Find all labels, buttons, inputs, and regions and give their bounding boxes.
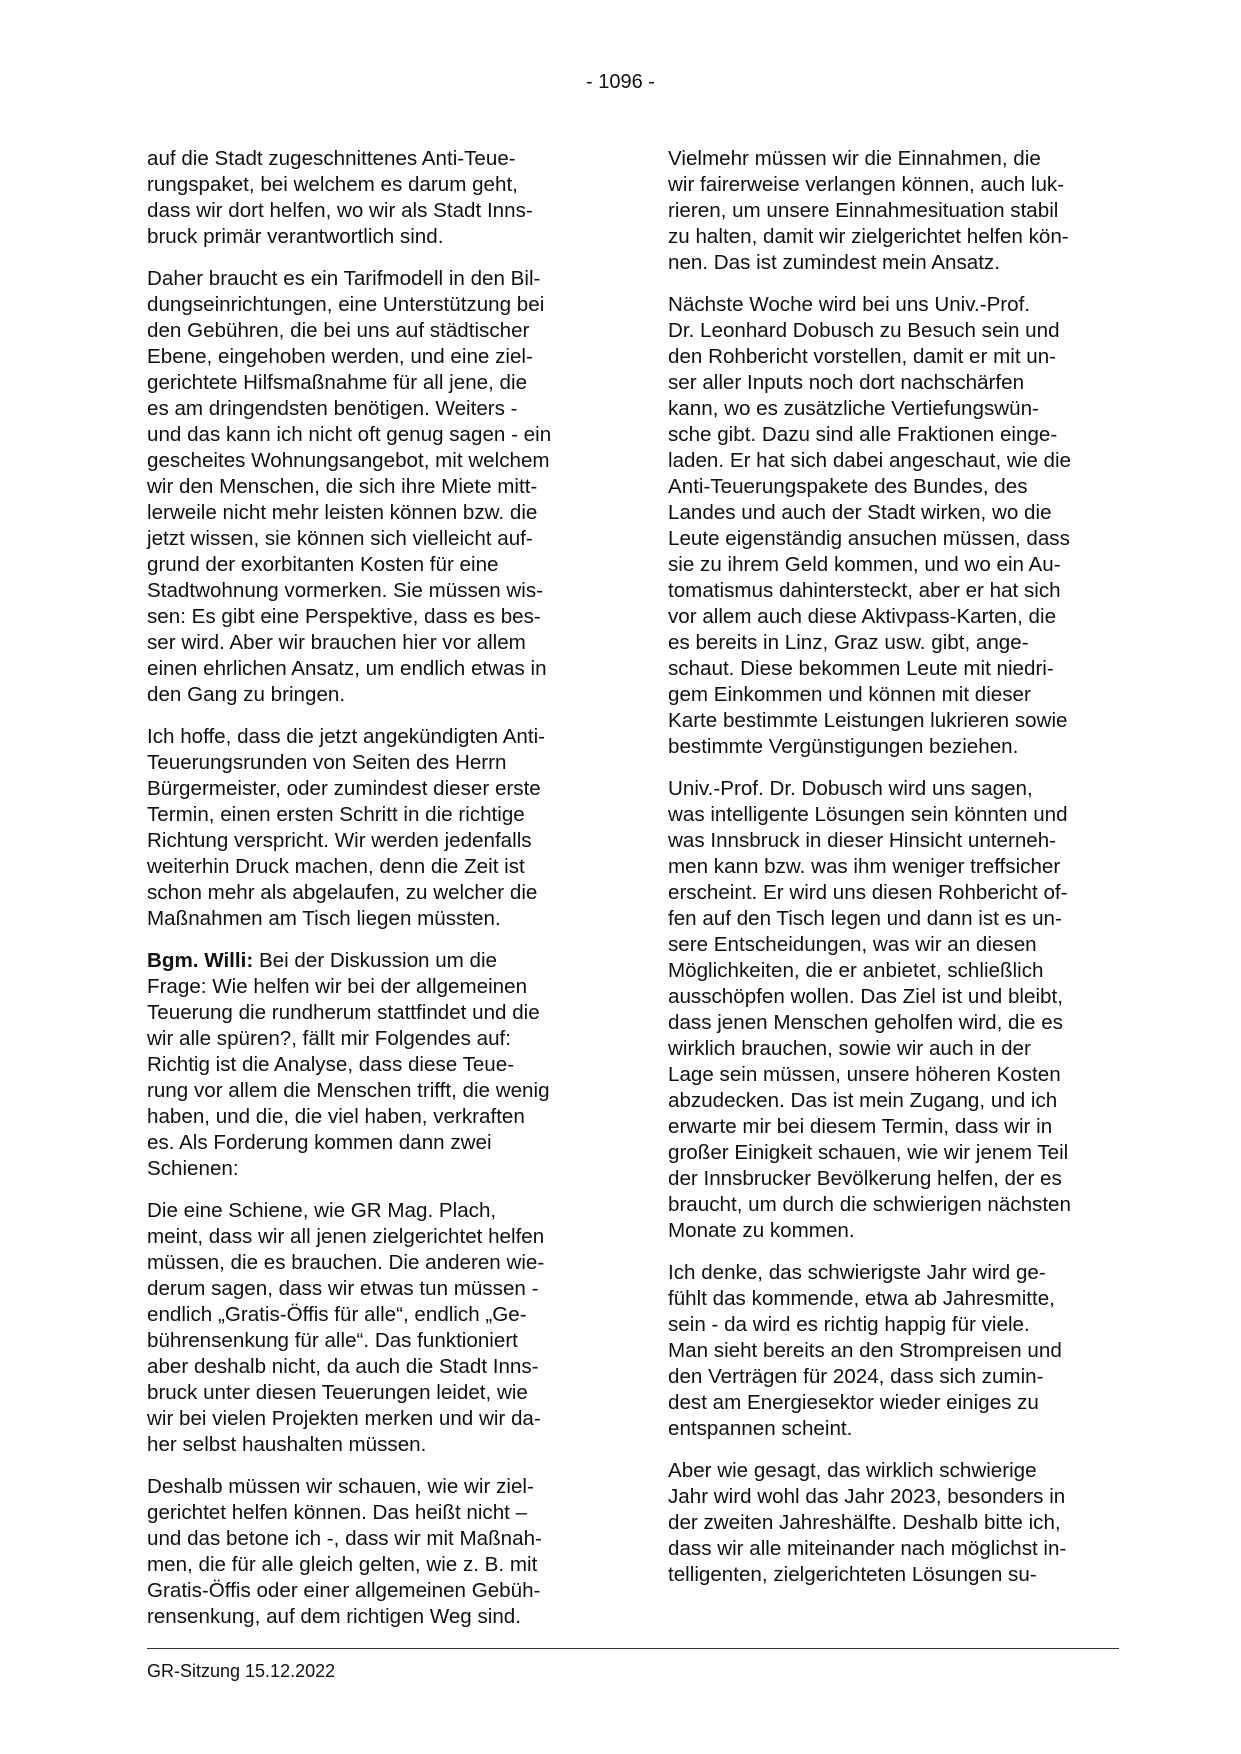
text-line: bührensenkung für alle“. Das funktioniert [147, 1329, 518, 1352]
text-line: sere Entscheidungen, was wir an diesen [668, 933, 1037, 956]
speaker-name: Bgm. Willi: [147, 949, 254, 972]
text-line: nen. Das ist zumindest mein Ansatz. [668, 251, 1000, 274]
text-line: ser wird. Aber wir brauchen hier vor allem [147, 631, 526, 654]
text-line: müssen, die es brauchen. Die anderen wie- [147, 1251, 545, 1274]
paragraph [668, 146, 1118, 276]
text-line: abzudecken. Das ist mein Zugang, und ich [668, 1089, 1058, 1112]
text-line: und das kann ich nicht oft genug sagen - ein [147, 423, 552, 446]
text-line: grund der exorbitanten Kosten für eine [147, 553, 499, 576]
text-line: was intelligente Lösungen sein könnten und [668, 803, 1068, 826]
text-line: gescheites Wohnungsangebot, mit welchem [147, 449, 550, 472]
text-line: Ebene, eingehoben werden, und eine ziel- [147, 345, 533, 368]
paragraph [668, 292, 1118, 760]
text-line: ausschöpfen wollen. Das Ziel ist und bleibt, [668, 985, 1063, 1008]
text-line: erscheint. Er wird uns diesen Rohbericht of- [668, 881, 1068, 904]
text-line: Gratis-Öffis oder einer allgemeinen Gebüh- [147, 1579, 541, 1602]
paragraph [147, 1198, 597, 1458]
text-line: Teuerungsrunden von Seiten des Herrn [147, 751, 507, 774]
text-line: endlich „Gratis-Öffis für alle“, endlich „Ge- [147, 1303, 527, 1326]
paragraph [147, 948, 597, 1182]
text-line: fen auf den Tisch legen und dann ist es un- [668, 907, 1062, 930]
page-number: - 1096 - [586, 71, 655, 93]
paragraph [147, 146, 597, 250]
text-line: bruck unter diesen Teuerungen leidet, wie [147, 1381, 528, 1404]
paragraph [668, 776, 1118, 1244]
speech-text: Bei der Diskussion um die [253, 949, 498, 972]
text-line: haben, und die, die viel haben, verkraften [147, 1105, 525, 1128]
text-line: Landes und auch der Stadt wirken, wo die [668, 501, 1052, 524]
text-line: dass wir alle miteinander nach möglichst in- [668, 1537, 1067, 1560]
text-line: wirklich brauchen, sowie wir auch in der [668, 1037, 1031, 1060]
text-line: wir alle spüren?, fällt mir Folgendes auf: [147, 1027, 511, 1050]
text-line: Bürgermeister, oder zumindest dieser erste [147, 777, 541, 800]
text-line: fühlt das kommende, etwa ab Jahresmitte, [668, 1287, 1055, 1310]
text-line: men, die für alle gleich gelten, wie z. B. mit [147, 1553, 538, 1576]
text-line: Richtig ist die Analyse, dass diese Teue- [147, 1053, 515, 1076]
text-line: gerichtet helfen können. Das heißt nicht – [147, 1501, 528, 1524]
text-line: sie zu ihrem Geld kommen, und wo ein Au- [668, 553, 1061, 576]
text-line: Daher braucht es ein Tarifmodell in den Bil- [147, 267, 541, 290]
text-line: Dr. Leonhard Dobusch zu Besuch sein und [668, 319, 1060, 342]
text-line: Leute eigenständig ansuchen müssen, dass [668, 527, 1070, 550]
footer-divider [147, 1648, 1119, 1649]
text-line: sein - da wird es richtig happig für viele. [668, 1313, 1030, 1336]
text-line: her selbst haushalten müssen. [147, 1433, 427, 1456]
text-line: telligenten, zielgerichteten Lösungen su- [668, 1563, 1037, 1586]
text-line: ser aller Inputs noch dort nachschärfen [668, 371, 1025, 394]
text-line: schaut. Diese bekommen Leute mit niedri- [668, 657, 1054, 680]
paragraph [668, 1458, 1118, 1588]
text-line: aber deshalb nicht, da auch die Stadt Inns- [147, 1355, 539, 1378]
text-line: dass jenen Menschen geholfen wird, die es [668, 1011, 1063, 1034]
text-line: entspannen scheint. [668, 1417, 853, 1440]
text-line: rieren, um unsere Einnahmesituation stabil [668, 199, 1059, 222]
text-line: Maßnahmen am Tisch liegen müssten. [147, 907, 501, 930]
text-line: weiterhin Druck machen, denn die Zeit ist [147, 855, 525, 878]
text-line: den Verträgen für 2024, dass sich zumin- [668, 1365, 1044, 1388]
text-line: dungseinrichtungen, eine Unterstützung bei [147, 293, 545, 316]
text-line: es am dringendsten benötigen. Weiters - [147, 397, 518, 420]
text-line: Ich denke, das schwierigste Jahr wird ge- [668, 1261, 1046, 1284]
text-line: Aber wie gesagt, das wirklich schwierige [668, 1459, 1037, 1482]
text-line: kann, wo es zusätzliche Vertiefungswün- [668, 397, 1039, 420]
text-line: der zweiten Jahreshälfte. Deshalb bitte ich, [668, 1511, 1061, 1534]
text-line: Nächste Woche wird bei uns Univ.-Prof. [668, 293, 1031, 316]
text-line: und das betone ich -, dass wir mit Maßnah- [147, 1527, 542, 1550]
footer-session-date: GR-Sitzung 15.12.2022 [147, 1661, 336, 1681]
text-line: Vielmehr müssen wir die Einnahmen, die [668, 147, 1041, 170]
text-line: gem Einkommen und können mit dieser [668, 683, 1031, 706]
text-line: Stadtwohnung vormerken. Sie müssen wis- [147, 579, 544, 602]
text-line: Richtung verspricht. Wir werden jedenfalls [147, 829, 532, 852]
text-line: bestimmte Vergünstigungen beziehen. [668, 735, 1019, 758]
text-line: den Gebühren, die bei uns auf städtischer [147, 319, 530, 342]
text-line: Teuerung die rundherum stattfindet und die [147, 1001, 540, 1024]
text-line: was Innsbruck in dieser Hinsicht unterneh- [668, 829, 1057, 852]
text-line: Die eine Schiene, wie GR Mag. Plach, [147, 1199, 497, 1222]
text-line: Karte bestimmte Leistungen lukrieren sowie [668, 709, 1068, 732]
text-line: Man sieht bereits an den Strompreisen und [668, 1339, 1062, 1362]
text-line: wir fairerweise verlangen können, auch luk- [668, 173, 1065, 196]
text-line: dest am Energiesektor wieder einiges zu [668, 1391, 1039, 1414]
text-line: dass wir dort helfen, wo wir als Stadt Inns- [147, 199, 533, 222]
text-line: vor allem auch diese Aktivpass-Karten, die [668, 605, 1057, 628]
paragraph [147, 266, 597, 708]
right-column [668, 146, 1118, 1604]
text-line: Lage sein müssen, unsere höheren Kosten [668, 1063, 1061, 1086]
text-line: den Rohbericht vorstellen, damit er mit un- [668, 345, 1057, 368]
text-line: es bereits in Linz, Graz usw. gibt, ange- [668, 631, 1029, 654]
text-line: bruck primär verantwortlich sind. [147, 225, 444, 248]
text-line: einen ehrlichen Ansatz, um endlich etwas in [147, 657, 547, 680]
text-line: Termin, einen ersten Schritt in die richtige [147, 803, 525, 826]
text-line: lerweile nicht mehr leisten können bzw. die [147, 501, 538, 524]
text-line: wir den Menschen, die sich ihre Miete mitt- [147, 475, 538, 498]
text-line: Deshalb müssen wir schauen, wie wir ziel- [147, 1475, 534, 1498]
text-line [147, 948, 597, 974]
text-line: Ich hoffe, dass die jetzt angekündigten Anti- [147, 725, 546, 748]
text-line: rensenkung, auf dem richtigen Weg sind. [147, 1605, 521, 1628]
paragraph [668, 1260, 1118, 1442]
text-line: großer Einigkeit schauen, wie wir jenem Teil [668, 1141, 1069, 1164]
text-line: Jahr wird wohl das Jahr 2023, besonders in [668, 1485, 1066, 1508]
text-line: sen: Es gibt eine Perspektive, dass es bes- [147, 605, 541, 628]
text-line: gerichtete Hilfsmaßnahme für all jene, die [147, 371, 528, 394]
text-line: Univ.-Prof. Dr. Dobusch wird uns sagen, [668, 777, 1033, 800]
left-column [147, 146, 597, 1646]
paragraph [147, 1474, 597, 1630]
text-line: erwarte mir bei diesem Termin, dass wir in [668, 1115, 1053, 1138]
text-line: zu halten, damit wir zielgerichtet helfen kön- [668, 225, 1069, 248]
text-line: braucht, um durch die schwierigen nächsten [668, 1193, 1071, 1216]
text-line: wir bei vielen Projekten merken und wir da- [147, 1407, 541, 1430]
text-line: Monate zu kommen. [668, 1219, 855, 1242]
text-line: rung vor allem die Menschen trifft, die wenig [147, 1079, 550, 1102]
text-line: derum sagen, dass wir etwas tun müssen - [147, 1277, 539, 1300]
text-line: sche gibt. Dazu sind alle Fraktionen einge- [668, 423, 1058, 446]
text-line: men kann bzw. was ihm weniger treffsicher [668, 855, 1061, 878]
text-line: meint, dass wir all jenen zielgerichtet helfen [147, 1225, 545, 1248]
text-line: Möglichkeiten, die er anbietet, schließlich [668, 959, 1044, 982]
text-line: Frage: Wie helfen wir bei der allgemeinen [147, 975, 528, 998]
text-line: Schienen: [147, 1157, 239, 1180]
text-line: jetzt wissen, sie können sich vielleicht auf- [147, 527, 533, 550]
text-line: auf die Stadt zugeschnittenes Anti-Teue- [147, 147, 516, 170]
text-line: schon mehr als abgelaufen, zu welcher die [147, 881, 538, 904]
paragraph [147, 724, 597, 932]
text-line: es. Als Forderung kommen dann zwei [147, 1131, 492, 1154]
text-line: rungspaket, bei welchem es darum geht, [147, 173, 518, 196]
text-line: den Gang zu bringen. [147, 683, 346, 706]
text-line: tomatismus dahintersteckt, aber er hat sich [668, 579, 1061, 602]
text-line: Anti-Teuerungspakete des Bundes, des [668, 475, 1028, 498]
text-line: laden. Er hat sich dabei angeschaut, wie die [668, 449, 1071, 472]
text-line: der Innsbrucker Bevölkerung helfen, der es [668, 1167, 1062, 1190]
